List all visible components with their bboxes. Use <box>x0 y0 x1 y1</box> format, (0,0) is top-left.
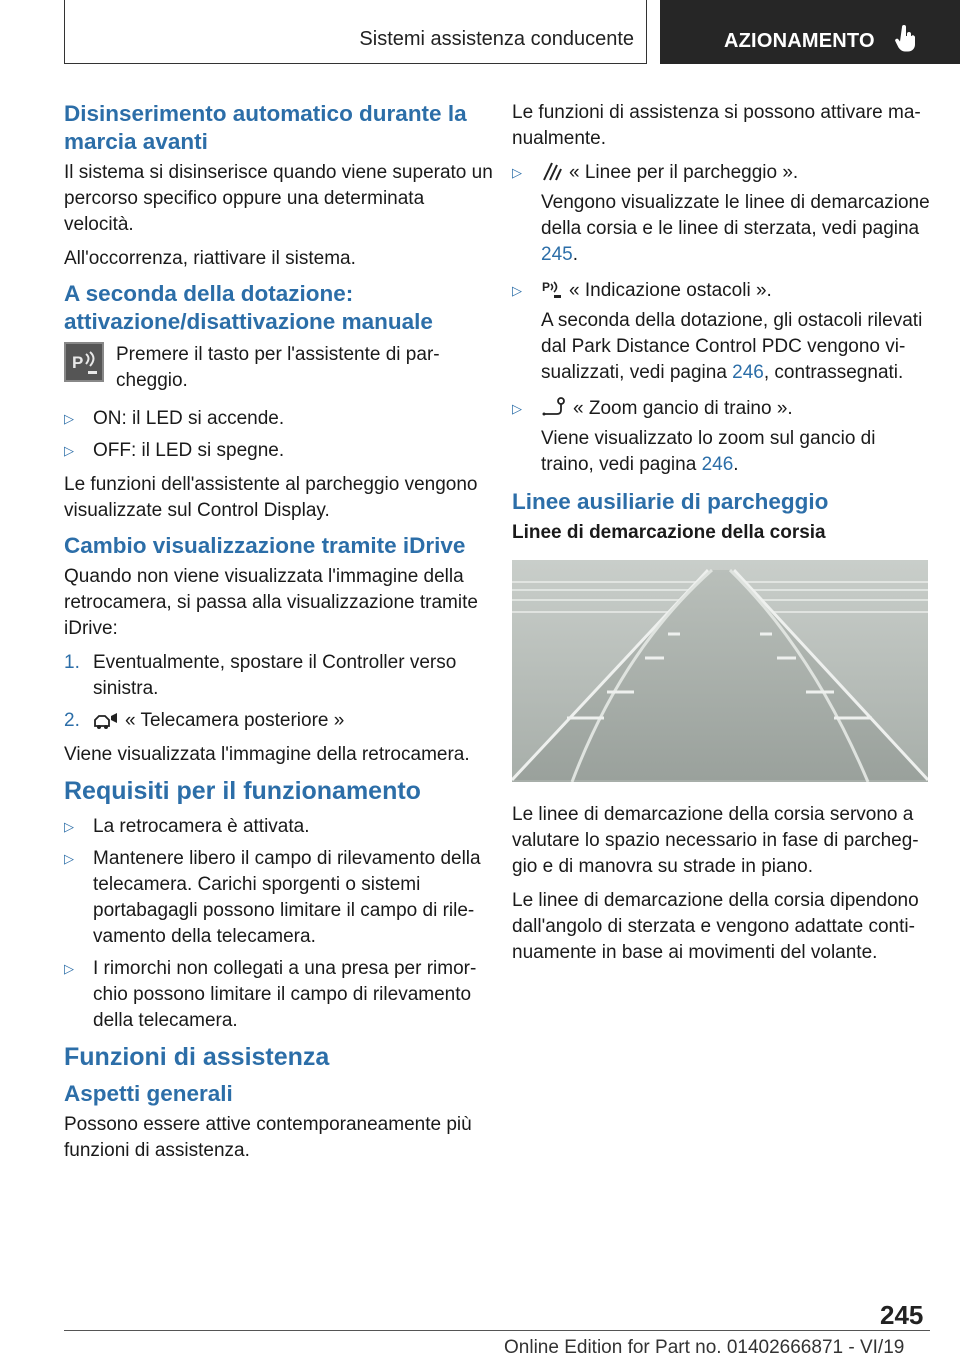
tow-hitch-icon <box>541 396 567 418</box>
park-assist-button-instruction <box>64 342 494 394</box>
page-link[interactable]: 246 <box>701 454 734 475</box>
triangle-bullet-icon: ▷ <box>64 961 74 976</box>
heading-assist-functions: Funzioni di assistenza <box>64 1043 330 1071</box>
header-section-title: Sistemi assistenza conducente <box>359 28 634 50</box>
idrive-steps <box>64 650 494 734</box>
triangle-bullet-icon: ▷ <box>64 443 74 458</box>
footer-edition: Online Edition for Part no. 01402666871 - VI/19 <box>504 1337 905 1358</box>
triangle-bullet-icon: ▷ <box>512 165 522 180</box>
paragraph-manual-functions: Le funzioni di assistenza si possono attivare manualmente. <box>512 102 921 149</box>
list-item-text: ON: il LED si accende. <box>93 408 285 429</box>
heading-requirements: Requisiti per il funzionamento <box>64 777 421 805</box>
list-item-text: OFF: il LED si spegne. <box>93 440 285 461</box>
list-item-text: Mantenere libero il campo di rilevamento della telecamera. Carichi sporgenti o sistemi portabagagli possono limitare il campo di rilevamento della telecamera. <box>93 848 481 947</box>
list-item <box>64 846 494 950</box>
heading-lane-lines: Linee di demarcazione della corsia <box>512 522 826 543</box>
triangle-bullet-icon: ▷ <box>64 411 74 426</box>
paragraph-auto-off-1: Il sistema si disinserisce quando viene superato un percorso specifico oppure una determinata velocità. <box>64 162 493 235</box>
left-column <box>64 100 494 1172</box>
page-link[interactable]: 246 <box>732 362 764 383</box>
page-link[interactable]: 245 <box>541 244 573 265</box>
list-item <box>512 278 930 386</box>
function-label: « Linee per il parcheggio ». <box>569 162 799 183</box>
function-description: Viene visualizzato lo zoom sul gancio di traino, vedi pagina 246. <box>541 428 876 475</box>
heading-aux-parking-lines: Linee ausiliarie di parcheggio <box>512 489 829 514</box>
triangle-bullet-icon: ▷ <box>512 401 522 416</box>
list-item <box>64 406 494 432</box>
paragraph-auto-off-2: All'occorrenza, riattivare il sistema. <box>64 248 356 269</box>
function-description: A seconda della dotazione, gli ostacoli rilevati dal Park Distance Control PDC vengono visualizzati, vedi pagina 246, contrassegnati. <box>541 310 923 383</box>
pointing-hand-icon <box>895 25 917 53</box>
heading-manual-activation: A seconda della dotazione: attivazione/disattivazione manuale <box>64 281 433 334</box>
park-assist-button-text: Premere il tasto per l'assistente di parcheggio. <box>116 344 440 391</box>
parking-lines-icon <box>541 160 563 182</box>
list-item-text: La retrocamera è attivata. <box>93 816 310 837</box>
function-label: « Indicazione ostacoli ». <box>569 280 772 301</box>
header-chapter-tab <box>660 0 960 64</box>
lane-lines-illustration <box>512 560 928 782</box>
list-item <box>64 708 494 734</box>
obstacle-marking-icon <box>541 278 563 300</box>
heading-idrive: Cambio visualizzazione tramite iDrive <box>64 533 466 558</box>
page-number: 245 <box>880 1300 924 1330</box>
assist-functions-list <box>512 160 930 478</box>
heading-general: Aspetti generali <box>64 1081 233 1106</box>
rear-camera-icon <box>93 710 119 730</box>
step-number: 1. <box>64 652 80 673</box>
list-item <box>512 396 930 478</box>
right-column <box>512 100 930 974</box>
list-item <box>512 160 930 268</box>
paragraph-general: Possono essere attive contemporaneamente più funzioni di assistenza. <box>64 1114 472 1161</box>
led-status-list <box>64 406 494 464</box>
paragraph-lane-lines-1: Le linee di demarcazione della corsia servono a valutare lo spazio necessario in fase di parcheggio e di manovra su strade in piano. <box>512 804 919 877</box>
step-text: Eventualmente, spostare il Controller verso sinistra. <box>93 652 457 699</box>
footer-divider <box>64 1330 930 1331</box>
paragraph-control-display: Le funzioni dell'assistente al parcheggio vengono visualizzate sul Control Display. <box>64 474 478 521</box>
paragraph-lane-lines-2: Le linee di demarcazione della corsia dipendono dall'angolo di sterzata e vengono adattate continuamente in base ai movimenti del volante. <box>512 890 919 963</box>
list-item <box>64 956 494 1034</box>
paragraph-idrive: Quando non viene visualizzata l'immagine della retrocamera, si passa alla visualizzazione tramite iDrive: <box>64 566 478 639</box>
svg-text:P: P <box>542 280 551 294</box>
park-assist-button-icon <box>64 342 104 382</box>
function-label: « Zoom gancio di traino ». <box>573 398 793 419</box>
list-item <box>64 438 494 464</box>
svg-text:P: P <box>72 353 84 372</box>
triangle-bullet-icon: ▷ <box>64 819 74 834</box>
header-section-box <box>64 0 647 64</box>
requirements-list <box>64 814 494 1034</box>
paragraph-camera-result: Viene visualizzata l'immagine della retrocamera. <box>64 744 470 765</box>
step-text: « Telecamera posteriore » <box>125 710 345 731</box>
triangle-bullet-icon: ▷ <box>512 283 522 298</box>
step-number: 2. <box>64 710 80 731</box>
function-description: Vengono visualizzate le linee di demarcazione della corsia e le linee di sterzata, vedi pagina 245. <box>541 192 930 265</box>
list-item <box>64 814 494 840</box>
header-chapter-title: AZIONAMENTO <box>724 30 875 52</box>
heading-auto-off: Disinserimento automatico durante la marcia avanti <box>64 101 467 154</box>
list-item <box>64 650 494 702</box>
triangle-bullet-icon: ▷ <box>64 851 74 866</box>
list-item-text: I rimorchi non collegati a una presa per rimorchio possono limitare il campo di rilevamento della telecamera. <box>93 958 477 1031</box>
